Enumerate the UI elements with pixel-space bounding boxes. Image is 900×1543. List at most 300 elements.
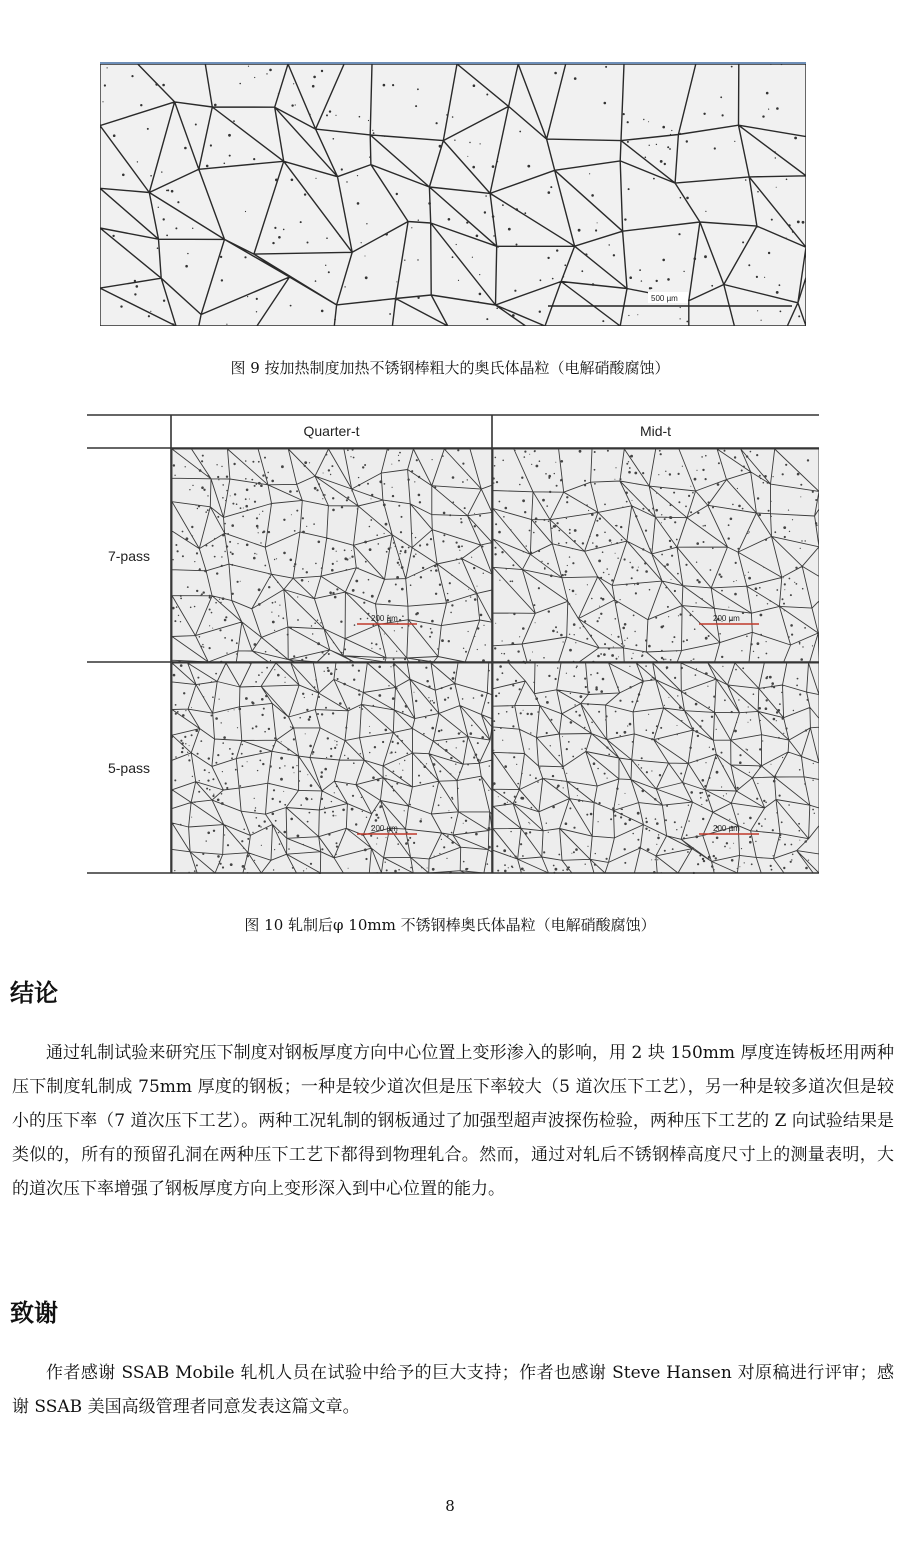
precipitate-dot — [417, 259, 418, 260]
precipitate-dot — [221, 279, 223, 281]
precipitate-dot — [575, 642, 576, 643]
precipitate-dot — [796, 583, 798, 585]
precipitate-dot — [474, 525, 476, 527]
precipitate-dot — [214, 556, 216, 558]
precipitate-dot — [726, 793, 727, 794]
precipitate-dot — [401, 546, 403, 548]
precipitate-dot — [525, 663, 526, 664]
precipitate-dot — [391, 751, 393, 753]
precipitate-dot — [197, 508, 198, 509]
precipitate-dot — [770, 865, 772, 867]
precipitate-dot — [272, 798, 274, 800]
precipitate-dot — [808, 860, 809, 861]
precipitate-dot — [655, 859, 656, 860]
precipitate-dot — [315, 178, 316, 179]
precipitate-dot — [554, 72, 557, 75]
precipitate-dot — [304, 697, 305, 698]
precipitate-dot — [532, 652, 533, 653]
precipitate-dot — [326, 757, 327, 758]
precipitate-dot — [350, 456, 351, 457]
precipitate-dot — [317, 779, 318, 780]
precipitate-dot — [134, 280, 136, 282]
precipitate-dot — [388, 685, 389, 686]
precipitate-dot — [425, 667, 427, 669]
precipitate-dot — [613, 811, 615, 813]
precipitate-dot — [268, 531, 270, 533]
precipitate-dot — [491, 194, 493, 196]
precipitate-dot — [548, 475, 551, 478]
figure10-svg — [87, 414, 819, 874]
precipitate-dot — [504, 803, 507, 806]
precipitate-dot — [587, 584, 588, 585]
precipitate-dot — [312, 751, 314, 753]
precipitate-dot — [547, 257, 549, 259]
precipitate-dot — [396, 281, 397, 282]
precipitate-dot — [712, 841, 714, 843]
precipitate-dot — [756, 454, 758, 456]
precipitate-dot — [367, 483, 369, 485]
precipitate-dot — [254, 643, 257, 646]
precipitate-dot — [742, 612, 744, 614]
precipitate-dot — [264, 731, 266, 733]
precipitate-dot — [217, 799, 220, 802]
precipitate-dot — [589, 536, 590, 537]
precipitate-dot — [377, 779, 380, 782]
precipitate-dot — [266, 667, 268, 669]
precipitate-dot — [471, 557, 472, 558]
precipitate-dot — [763, 800, 765, 802]
precipitate-dot — [256, 554, 257, 555]
figure9-micrograph — [100, 62, 806, 326]
precipitate-dot — [222, 771, 223, 772]
precipitate-dot — [375, 819, 378, 822]
precipitate-dot — [546, 505, 548, 507]
precipitate-dot — [355, 580, 358, 583]
precipitate-dot — [788, 804, 790, 806]
precipitate-dot — [721, 786, 722, 787]
precipitate-dot — [560, 634, 563, 637]
precipitate-dot — [449, 514, 451, 516]
conclusion-heading: 结论 — [10, 979, 58, 1007]
precipitate-dot — [348, 707, 350, 709]
precipitate-dot — [539, 311, 541, 313]
precipitate-dot — [416, 612, 419, 615]
precipitate-dot — [563, 276, 565, 278]
precipitate-dot — [493, 750, 494, 751]
precipitate-dot — [600, 613, 602, 615]
precipitate-dot — [267, 472, 269, 474]
precipitate-dot — [542, 499, 545, 502]
precipitate-dot — [472, 257, 473, 258]
precipitate-dot — [460, 521, 462, 523]
precipitate-dot — [661, 522, 662, 523]
precipitate-dot — [665, 471, 666, 472]
precipitate-dot — [269, 577, 270, 578]
precipitate-dot — [573, 827, 575, 829]
precipitate-dot — [254, 810, 256, 812]
precipitate-dot — [620, 816, 622, 818]
precipitate-dot — [458, 280, 459, 281]
figure10-grid — [87, 414, 819, 874]
precipitate-dot — [584, 727, 586, 729]
precipitate-dot — [665, 819, 667, 821]
precipitate-dot — [266, 477, 268, 479]
precipitate-dot — [290, 726, 291, 727]
precipitate-dot — [221, 466, 222, 467]
precipitate-dot — [704, 255, 707, 258]
precipitate-dot — [626, 584, 628, 586]
precipitate-dot — [620, 735, 621, 736]
precipitate-dot — [305, 657, 307, 659]
precipitate-dot — [520, 712, 522, 714]
precipitate-dot — [247, 296, 248, 297]
precipitate-dot — [799, 769, 801, 771]
precipitate-dot — [206, 165, 209, 168]
precipitate-dot — [577, 795, 578, 796]
precipitate-dot — [326, 237, 328, 239]
precipitate-dot — [315, 679, 316, 680]
precipitate-dot — [615, 467, 616, 468]
precipitate-dot — [231, 757, 233, 759]
precipitate-dot — [790, 624, 793, 627]
precipitate-dot — [587, 846, 588, 847]
precipitate-dot — [242, 865, 245, 868]
precipitate-dot — [323, 473, 324, 474]
precipitate-dot — [697, 863, 699, 865]
precipitate-dot — [424, 765, 427, 768]
precipitate-dot — [391, 464, 392, 465]
precipitate-dot — [278, 93, 279, 94]
precipitate-dot — [215, 762, 217, 764]
precipitate-dot — [645, 570, 648, 573]
precipitate-dot — [301, 659, 303, 661]
precipitate-dot — [649, 145, 650, 146]
precipitate-dot — [321, 713, 323, 715]
precipitate-dot — [463, 823, 464, 824]
precipitate-dot — [584, 678, 586, 680]
precipitate-dot — [353, 457, 355, 459]
precipitate-dot — [432, 459, 433, 460]
precipitate-dot — [510, 856, 511, 857]
precipitate-dot — [638, 764, 639, 765]
precipitate-dot — [251, 479, 253, 481]
precipitate-dot — [766, 92, 769, 95]
precipitate-dot — [696, 579, 698, 581]
precipitate-dot — [598, 711, 600, 713]
precipitate-dot — [261, 672, 262, 673]
precipitate-dot — [638, 567, 639, 568]
precipitate-dot — [399, 763, 400, 764]
precipitate-dot — [625, 492, 628, 495]
precipitate-dot — [327, 667, 329, 669]
precipitate-dot — [466, 222, 468, 224]
precipitate-dot — [616, 542, 618, 544]
precipitate-dot — [805, 867, 808, 870]
precipitate-dot — [414, 692, 415, 693]
precipitate-dot — [747, 749, 749, 751]
precipitate-dot — [510, 529, 511, 530]
precipitate-dot — [230, 551, 232, 553]
precipitate-dot — [330, 748, 332, 750]
precipitate-dot — [566, 673, 567, 674]
precipitate-dot — [256, 483, 258, 485]
precipitate-dot — [307, 821, 309, 823]
precipitate-dot — [296, 765, 297, 766]
precipitate-dot — [309, 745, 312, 748]
precipitate-dot — [696, 760, 698, 762]
precipitate-dot — [351, 490, 352, 491]
precipitate-dot — [591, 722, 593, 724]
precipitate-dot — [200, 740, 202, 742]
precipitate-dot — [292, 766, 294, 768]
precipitate-dot — [637, 314, 638, 315]
precipitate-dot — [571, 853, 572, 854]
precipitate-dot — [443, 534, 445, 536]
precipitate-dot — [281, 741, 282, 742]
precipitate-dot — [364, 464, 366, 466]
precipitate-dot — [383, 84, 386, 87]
precipitate-dot — [669, 473, 671, 475]
precipitate-dot — [385, 233, 388, 236]
precipitate-dot — [197, 753, 199, 755]
precipitate-dot — [335, 815, 336, 816]
precipitate-dot — [668, 616, 669, 617]
precipitate-dot — [576, 665, 578, 667]
precipitate-dot — [441, 729, 443, 731]
precipitate-dot — [214, 104, 217, 107]
precipitate-dot — [764, 818, 766, 820]
precipitate-dot — [262, 511, 263, 512]
precipitate-dot — [776, 711, 778, 713]
precipitate-dot — [670, 546, 672, 548]
precipitate-dot — [588, 691, 590, 693]
precipitate-dot — [260, 484, 263, 487]
precipitate-dot — [254, 553, 256, 555]
precipitate-dot — [389, 313, 391, 315]
precipitate-dot — [681, 720, 682, 721]
precipitate-dot — [782, 718, 784, 720]
precipitate-dot — [482, 546, 484, 548]
precipitate-dot — [247, 761, 248, 762]
precipitate-dot — [814, 813, 815, 814]
precipitate-dot — [776, 720, 777, 721]
precipitate-dot — [337, 678, 339, 680]
precipitate-dot — [426, 680, 428, 682]
precipitate-dot — [728, 524, 730, 526]
precipitate-dot — [329, 110, 331, 112]
precipitate-dot — [812, 780, 813, 781]
precipitate-dot — [441, 639, 444, 642]
precipitate-dot — [510, 581, 512, 583]
precipitate-dot — [691, 660, 692, 661]
precipitate-dot — [569, 589, 570, 590]
precipitate-dot — [468, 631, 469, 632]
precipitate-dot — [393, 658, 395, 660]
precipitate-dot — [386, 837, 387, 838]
precipitate-dot — [430, 772, 431, 773]
precipitate-dot — [799, 693, 801, 695]
precipitate-dot — [407, 839, 409, 841]
precipitate-dot — [688, 495, 690, 497]
precipitate-dot — [321, 798, 323, 800]
precipitate-dot — [290, 559, 293, 562]
precipitate-dot — [401, 540, 402, 541]
precipitate-dot — [271, 612, 272, 613]
precipitate-dot — [304, 461, 307, 464]
precipitate-dot — [802, 588, 804, 590]
precipitate-dot — [493, 785, 494, 786]
precipitate-dot — [512, 706, 514, 708]
precipitate-dot — [499, 811, 500, 812]
precipitate-dot — [756, 830, 758, 832]
precipitate-dot — [516, 764, 517, 765]
precipitate-dot — [419, 782, 421, 784]
precipitate-dot — [360, 753, 361, 754]
precipitate-dot — [358, 689, 360, 691]
precipitate-dot — [438, 744, 439, 745]
precipitate-dot — [641, 280, 642, 281]
precipitate-dot — [203, 489, 205, 491]
precipitate-dot — [815, 522, 817, 524]
precipitate-dot — [336, 842, 338, 844]
precipitate-dot — [688, 820, 689, 821]
precipitate-dot — [704, 785, 706, 787]
precipitate-dot — [574, 540, 576, 542]
precipitate-dot — [407, 479, 409, 481]
precipitate-dot — [361, 797, 362, 798]
precipitate-dot — [209, 647, 211, 649]
precipitate-dot — [744, 862, 745, 863]
precipitate-dot — [433, 763, 436, 766]
precipitate-dot — [293, 566, 295, 568]
precipitate-dot — [369, 548, 372, 551]
precipitate-dot — [750, 643, 752, 645]
precipitate-dot — [258, 674, 260, 676]
precipitate-dot — [195, 729, 198, 732]
precipitate-dot — [314, 487, 317, 490]
precipitate-dot — [760, 614, 763, 617]
precipitate-dot — [450, 757, 452, 759]
precipitate-dot — [596, 520, 598, 522]
precipitate-dot — [326, 454, 328, 456]
precipitate-dot — [336, 669, 338, 671]
precipitate-dot — [439, 853, 440, 854]
precipitate-dot — [172, 559, 173, 560]
precipitate-dot — [395, 752, 397, 754]
precipitate-dot — [239, 83, 241, 85]
precipitate-dot — [409, 837, 411, 839]
precipitate-dot — [260, 826, 261, 827]
precipitate-dot — [232, 753, 234, 755]
precipitate-dot — [385, 523, 388, 526]
precipitate-dot — [405, 705, 408, 708]
precipitate-dot — [792, 231, 794, 233]
precipitate-dot — [764, 475, 767, 478]
precipitate-dot — [218, 479, 219, 480]
precipitate-dot — [352, 664, 354, 666]
precipitate-dot — [479, 779, 480, 780]
precipitate-dot — [351, 550, 352, 551]
precipitate-dot — [624, 645, 625, 646]
precipitate-dot — [427, 868, 428, 869]
precipitate-dot — [720, 576, 722, 578]
precipitate-dot — [625, 793, 626, 794]
precipitate-dot — [768, 109, 769, 110]
precipitate-dot — [499, 580, 500, 581]
precipitate-dot — [246, 855, 249, 858]
precipitate-dot — [282, 617, 284, 619]
precipitate-dot — [562, 768, 563, 769]
precipitate-dot — [261, 845, 262, 846]
precipitate-dot — [358, 693, 360, 695]
precipitate-dot — [177, 711, 179, 713]
precipitate-dot — [705, 672, 708, 675]
precipitate-dot — [758, 657, 760, 659]
precipitate-dot — [406, 753, 408, 755]
precipitate-dot — [252, 727, 254, 729]
precipitate-dot — [748, 572, 749, 573]
precipitate-dot — [276, 649, 278, 651]
precipitate-dot — [524, 511, 526, 513]
precipitate-dot — [209, 789, 211, 791]
panel-7pass-mid-t — [493, 449, 819, 663]
precipitate-dot — [591, 194, 594, 197]
precipitate-dot — [308, 718, 311, 721]
precipitate-dot — [345, 727, 347, 729]
precipitate-dot — [611, 542, 612, 543]
precipitate-dot — [212, 795, 214, 797]
precipitate-dot — [511, 642, 514, 645]
precipitate-dot — [530, 552, 532, 554]
precipitate-dot — [264, 820, 266, 822]
precipitate-dot — [798, 315, 800, 317]
precipitate-dot — [572, 562, 574, 564]
precipitate-dot — [464, 507, 466, 509]
precipitate-dot — [660, 727, 662, 729]
precipitate-dot — [645, 828, 647, 830]
precipitate-dot — [805, 540, 806, 541]
precipitate-dot — [574, 634, 575, 635]
precipitate-dot — [353, 679, 355, 681]
precipitate-dot — [353, 762, 355, 764]
precipitate-dot — [702, 469, 704, 471]
precipitate-dot — [502, 204, 504, 206]
precipitate-dot — [486, 94, 488, 96]
precipitate-dot — [306, 571, 308, 573]
precipitate-dot — [606, 747, 608, 749]
precipitate-dot — [204, 570, 207, 573]
precipitate-dot — [406, 832, 408, 834]
precipitate-dot — [197, 677, 199, 679]
precipitate-dot — [788, 510, 789, 511]
precipitate-dot — [510, 801, 511, 802]
precipitate-dot — [594, 864, 596, 866]
precipitate-dot — [480, 614, 483, 617]
precipitate-dot — [274, 630, 275, 631]
precipitate-dot — [333, 642, 334, 643]
precipitate-dot — [534, 450, 535, 451]
precipitate-dot — [706, 799, 708, 801]
precipitate-dot — [363, 602, 365, 604]
precipitate-dot — [278, 832, 280, 834]
precipitate-dot — [332, 563, 334, 565]
precipitate-dot — [603, 653, 606, 656]
precipitate-dot — [438, 730, 440, 732]
precipitate-dot — [600, 597, 602, 599]
precipitate-dot — [800, 496, 801, 497]
grain-boundary-path — [100, 64, 806, 326]
precipitate-dot — [756, 798, 758, 800]
